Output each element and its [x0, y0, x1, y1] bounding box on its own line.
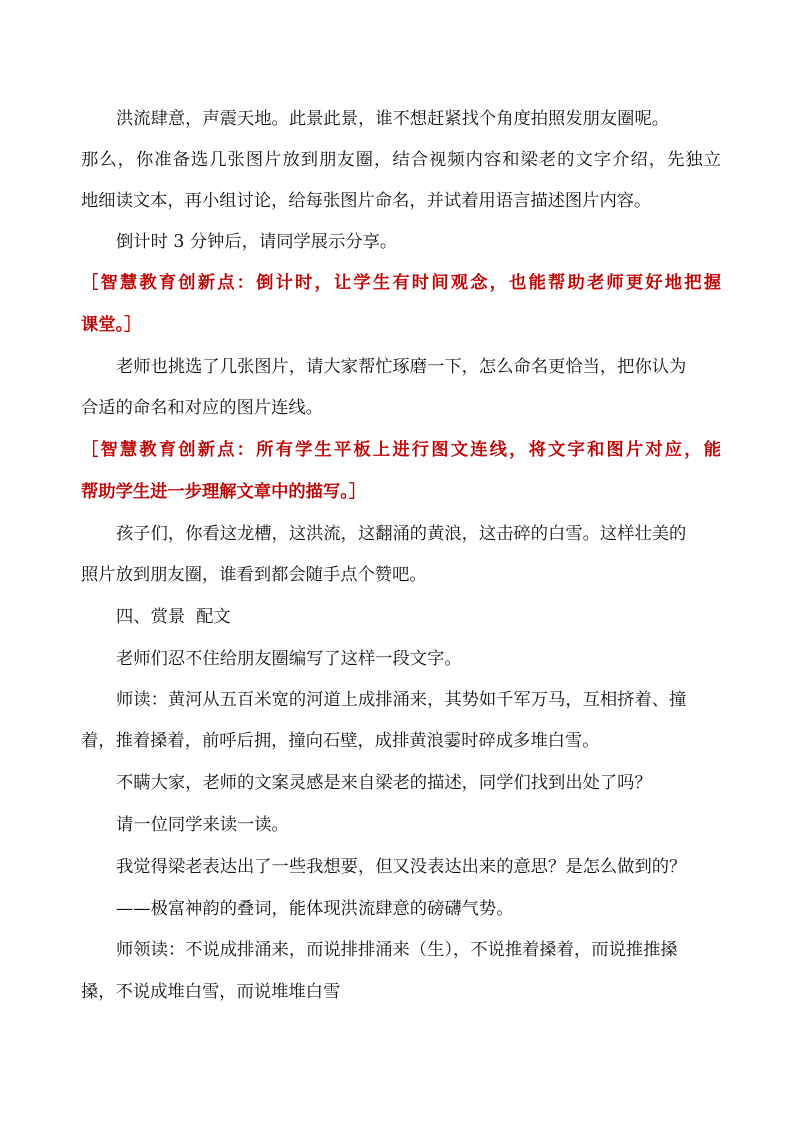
paragraph-line: 师领读：不说成排涌来，而说排排涌来（生），不说推着搡着，而说推推搡 [116, 940, 678, 960]
paragraph-line: 合适的命名和对应的图片连线。 [81, 398, 323, 418]
paragraph-line: 那么，你准备选几张图片放到朋友圈，结合视频内容和梁老的文字介绍，先独立 [81, 150, 721, 170]
paragraph-line: 洪流肆意，声震天地。此景此景，谁不想赶紧找个角度拍照发朋友圈呢。 [116, 109, 670, 129]
paragraph-line: 孩子们，你看这龙槽，这洪流，这翻涌的黄浪，这击碎的白雪。这样壮美的 [116, 524, 687, 544]
paragraph-line: ——极富神韵的叠词，能体现洪流肆意的磅礴气势。 [116, 899, 514, 919]
paragraph-line: 不瞒大家，老师的文案灵感是来自梁老的描述，同学们找到出处了吗？ [116, 773, 652, 793]
paragraph-line: 着，推着搡着，前呼后拥，撞向石壁，成排黄浪霎时碎成多堆白雪。 [81, 731, 600, 751]
innovation-note-line: 课堂。］ [81, 315, 142, 335]
paragraph-line: 倒计时 3 分钟后，请同学展示分享。 [116, 232, 398, 252]
paragraph-line: 老师们忍不住给朋友圈编写了这样一段文字。 [116, 649, 462, 669]
paragraph-line: 请一位同学来读一读。 [116, 815, 289, 835]
paragraph-line: 老师也挑选了几张图片，请大家帮忙琢磨一下，怎么命名更恰当，把你认为 [116, 357, 687, 377]
innovation-note-line: ［智慧教育创新点：所有学生平板上进行图文连线，将文字和图片对应，能 [81, 440, 721, 460]
paragraph-line: 我觉得梁老表达出了一些我想要，但又没表达出来的意思？是怎么做到的？ [116, 857, 687, 877]
paragraph-line: 照片放到朋友圈，谁看到都会随手点个赞吧。 [81, 565, 427, 585]
paragraph-line: 地细读文本，再小组讨论，给每张图片命名，并试着用语言描述图片内容。 [81, 191, 652, 211]
paragraph-line: 师读：黄河从五百米宽的河道上成排涌来，其势如千军万马，互相挤着、撞 [116, 690, 687, 710]
innovation-note-line: 帮助学生进一步理解文章中的描写。］ [81, 482, 367, 502]
innovation-note-line: ［智慧教育创新点：倒计时，让学生有时间观念，也能帮助老师更好地把握 [81, 273, 721, 293]
paragraph-line: 搡，不说成堆白雪，而说堆堆白雪 [81, 982, 341, 1002]
section-heading: 四、赏景 配文 [116, 607, 231, 627]
